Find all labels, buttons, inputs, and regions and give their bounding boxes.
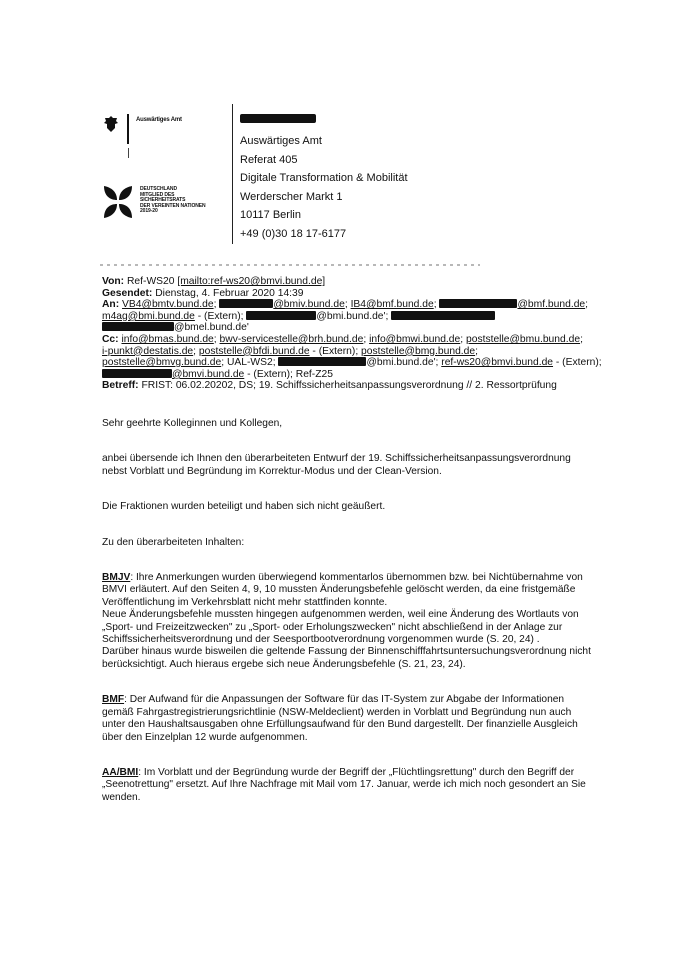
to-row: An: VB4@bmtv.bund.de; @bmiv.bund.de; IB4@bmf.bund.de; @bmf.bund.de; — [102, 299, 589, 311]
cc-row-3 — [102, 357, 602, 369]
recipient-link: @bmi.bund.de'; — [316, 310, 389, 322]
recipient-link[interactable]: VB4@bmtv.bund.de — [122, 299, 214, 311]
un-badge-line: DEUTSCHLAND — [140, 186, 177, 192]
bmf-label: BMF — [102, 694, 125, 706]
greeting: Sehr geehrte Kolleginnen und Kollegen, — [102, 418, 283, 429]
to-row-3 — [102, 322, 592, 334]
cc-link[interactable]: poststelle@bmvg.bund.de — [102, 357, 222, 369]
email-body — [102, 418, 594, 804]
cc-link[interactable]: poststelle@bmu.bund.de — [465, 333, 581, 345]
redaction-block — [240, 114, 316, 123]
cc-link[interactable]: info@bmas.bund.de — [121, 333, 214, 345]
address-line: Referat 405 — [240, 153, 298, 166]
aa-label: AA/BMI — [102, 766, 139, 778]
bmjv-paragraph — [102, 572, 594, 609]
redaction-block — [391, 311, 495, 320]
bmf-text: : Der Aufwand für die Anpassungen der Software für das IT-System zur Abgabe der Informationen gemäß Fahrgastregistrierungsrichtlinie (NSW-Meldeclient) werden in Vorblatt und Begründung nun auch unter den Haushaltsausgaben ohne Erfüllungsaufwand für den Bund dargestellt. Der finanzielle Ausgleich über den Einzelplan 12 wurde aufgenommen. — [102, 694, 578, 743]
subject-row — [102, 380, 592, 392]
cc-suffix: - (Extern); — [309, 345, 362, 357]
recipient-link[interactable]: IB4@bmf.bund.de — [350, 299, 434, 311]
recipient-link[interactable]: m4ag@bmi.bund.de — [102, 310, 195, 322]
agency-label: Auswärtiges Amt — [136, 117, 182, 123]
recipient-link[interactable]: @bmf.bund.de — [517, 299, 586, 311]
from-label: Von: — [102, 276, 125, 287]
un-badge-line: SICHERHEITSRATS — [140, 197, 186, 204]
cc-suffix: - (Extern); — [553, 357, 602, 369]
cc-suffix: ; UAL-WS2; — [221, 357, 279, 369]
email-header — [102, 276, 602, 392]
from-row — [102, 276, 592, 288]
letterhead-tick — [128, 148, 129, 158]
un-badge-line: MITGLIED DES — [140, 191, 175, 198]
aa-paragraph — [102, 767, 594, 804]
to-row-2 — [102, 311, 592, 323]
federal-eagle-icon — [103, 115, 119, 133]
body-paragraph: Neue Änderungsbefehle mussten hingegen aufgenommen werden, weil eine Änderung des Wortlauts von „Sport- und Freizeitzwecken" zu „Sport- oder Erholungszwecken" nicht abschließend in der Anlage zur Schiffssicherheitsverordnung und der Seesportbootverordnung vorgenommen wurde (S. 20, 24) . — [102, 609, 579, 646]
address-line: Digitale Transformation & Mobilität — [240, 172, 408, 184]
bmjv-text: : Ihre Anmerkungen wurden überwiegend kommentarlos übernommen bzw. bei Nichtübernahme von BMVI erläutert. Auf den Seiten 4, 9, 10 mussten Änderungsbefehle gelöscht werden, da eine fristgemäße Veröffentlichung im Verkehrsblatt nicht mehr stattfinden konnte. — [102, 572, 583, 608]
un-badge-line: 2019-20 — [140, 208, 158, 215]
cc-link[interactable]: ref-ws20@bmvi.bund.de — [441, 357, 554, 369]
body-paragraph: Darüber hinaus wurde bisweilen die geltende Fassung der Binnenschifffahrtsuntersuchungsverordnung nicht berücksichtigt. Auch hieraus ergebe sich neue Änderungsbefehle (S. 21, 23, 24). — [102, 646, 591, 670]
redaction-block — [102, 369, 172, 378]
redaction-block — [246, 311, 316, 320]
redaction-block — [102, 322, 174, 331]
address-line: Auswärtiges Amt — [240, 135, 322, 147]
letterhead-divider — [232, 104, 233, 244]
redaction-block — [278, 357, 366, 366]
address-line: Werderscher Markt 1 — [240, 190, 343, 203]
recipient-link: @bmel.bund.de' — [174, 322, 249, 334]
to-label: An: — [102, 299, 120, 311]
address-line: 10117 Berlin — [240, 209, 301, 221]
from-link[interactable]: [mailto:ref-ws20@bmvi.bund.de] — [177, 276, 326, 287]
body-paragraph: Zu den überarbeiteten Inhalten: — [102, 536, 245, 548]
scan-artifact-line — [100, 264, 480, 266]
cc-link[interactable]: bwv-servicestelle@brh.bund.de — [219, 333, 364, 345]
un-badge-line: DER VEREINTEN NATIONEN — [140, 202, 206, 209]
sent-row — [102, 288, 592, 300]
body-paragraph: Die Fraktionen wurden beteiligt und haben sich nicht geäußert. — [102, 501, 386, 513]
redaction-block — [219, 299, 273, 308]
body-paragraph: anbei übersende ich Ihnen den überarbeiteten Entwurf der 19. Schiffssicherheitsanpassungsverordnung nebst Vorblatt und Begründung im Korrektur-Modus und der Clean-Version. — [102, 453, 571, 477]
sender-address — [240, 114, 408, 243]
cc-link[interactable]: info@bmwi.bund.de — [369, 333, 461, 345]
cc-row-2: i-punkt@destatis.de; poststelle@bfdi.bund.de - (Extern); poststelle@bmg.bund.de; — [102, 345, 478, 357]
bmf-paragraph — [102, 694, 594, 744]
letterhead-bar — [127, 114, 129, 144]
address-line: +49 (0)30 18 17-6177 — [240, 227, 347, 240]
recipient-suffix: - (Extern); — [194, 310, 247, 322]
cc-link[interactable]: @bmvi.bund.de — [172, 368, 245, 380]
cc-suffix: - (Extern); Ref-Z25 — [244, 368, 333, 380]
cc-link[interactable]: i-punkt@destatis.de — [102, 345, 194, 357]
security-council-logo-icon — [100, 184, 136, 220]
cc-row: Cc: info@bmas.bund.de; bwv-servicestelle@brh.bund.de; info@bmwi.bund.de; poststelle@bmu.bund.de; — [102, 333, 583, 345]
bmjv-label: BMJV — [102, 572, 131, 584]
cc-row-4 — [102, 369, 592, 381]
cc-link[interactable]: poststelle@bfdi.bund.de — [198, 345, 310, 357]
sent-value: Dienstag, 4. Februar 2020 14:39 — [155, 287, 304, 299]
cc-label: Cc: — [102, 333, 119, 345]
from-value: Ref-WS20 — [127, 276, 178, 287]
subject-label: Betreff: — [102, 380, 139, 392]
sent-label: Gesendet: — [102, 287, 153, 299]
recipient-link[interactable]: @bmiv.bund.de — [273, 299, 345, 311]
un-badge-text — [140, 187, 206, 215]
subject-value: FRIST: 06.02.20202, DS; 19. Schiffssicherheitsanpassungsverordnung // 2. Ressortprüfung — [141, 380, 557, 392]
redaction-block — [439, 299, 517, 308]
cc-link[interactable]: poststelle@bmg.bund.de — [361, 345, 476, 357]
aa-text: : Im Vorblatt und der Begründung wurde der Begriff der „Flüchtlingsrettung" durch den Begriff der „Seenotrettung" ersetzt. Auf Ihre Nachfrage mit Mail vom 17. Januar, werde ich mich noch gesondert an Sie wenden. — [102, 766, 586, 803]
cc-link: @bmi.bund.de'; — [366, 357, 439, 369]
